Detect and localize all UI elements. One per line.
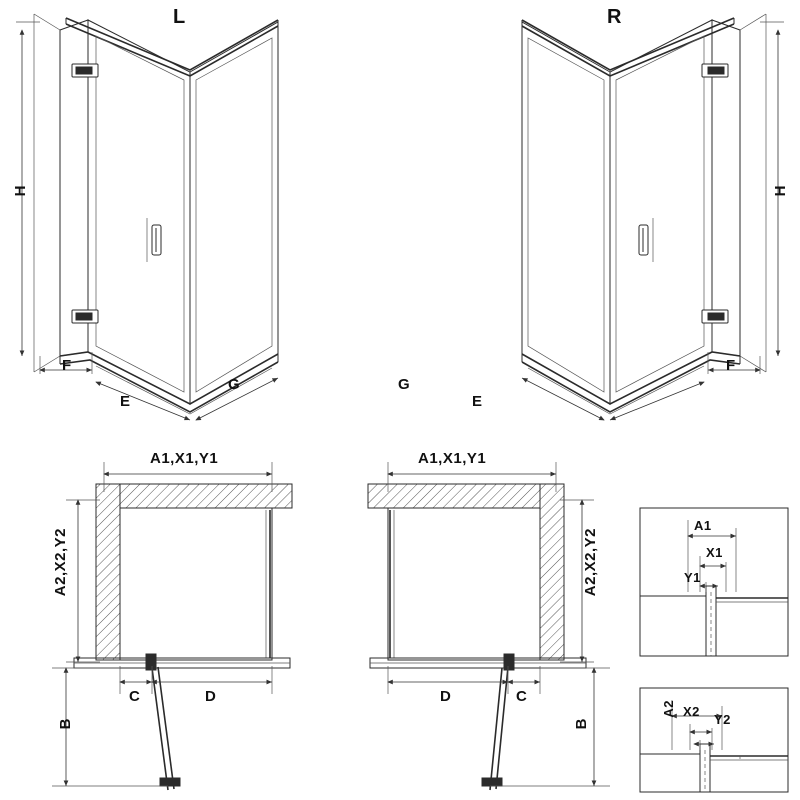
plan-right-dim-d-label: D [440, 688, 452, 705]
detail-top-y1-label: Y1 [684, 570, 701, 585]
iso-right-height-label: H [772, 185, 789, 197]
plan-right-dim-b-label: B [573, 718, 590, 730]
detail-bottom-x2-label: X2 [683, 704, 700, 719]
plan-right-top-dim-label: A1,X1,Y1 [418, 450, 487, 467]
detail-top-x1-label: X1 [706, 545, 723, 560]
detail-view-top [640, 508, 788, 656]
iso-view-left [16, 14, 278, 420]
iso-view-right [522, 14, 784, 420]
plan-left-dim-b-label: B [57, 718, 74, 730]
plan-left-dim-c-label: C [129, 688, 141, 705]
iso-right-f-label: F [726, 357, 736, 374]
iso-right-g-label: G [398, 376, 411, 393]
iso-left-e-label: E [120, 393, 131, 410]
iso-left-title: L [173, 6, 186, 28]
plan-right-dim-c-label: C [516, 688, 528, 705]
iso-left-f-label: F [62, 357, 72, 374]
detail-top-a1-label: A1 [694, 518, 712, 533]
plan-right-side-dim-label: A2,X2,Y2 [582, 528, 599, 597]
iso-left-g-label: G [228, 376, 241, 393]
plan-left-side-dim-label: A2,X2,Y2 [52, 528, 69, 597]
plan-left-dim-d-label: D [205, 688, 217, 705]
detail-bottom-a2-label: A2 [661, 700, 676, 718]
plan-view-right [368, 462, 610, 790]
iso-left-height-label: H [12, 185, 29, 197]
detail-bottom-y2-label: Y2 [714, 712, 731, 727]
iso-right-e-label: E [472, 393, 483, 410]
plan-view-left [52, 462, 292, 790]
plan-left-top-dim-label: A1,X1,Y1 [150, 450, 219, 467]
iso-right-title: R [607, 6, 622, 28]
